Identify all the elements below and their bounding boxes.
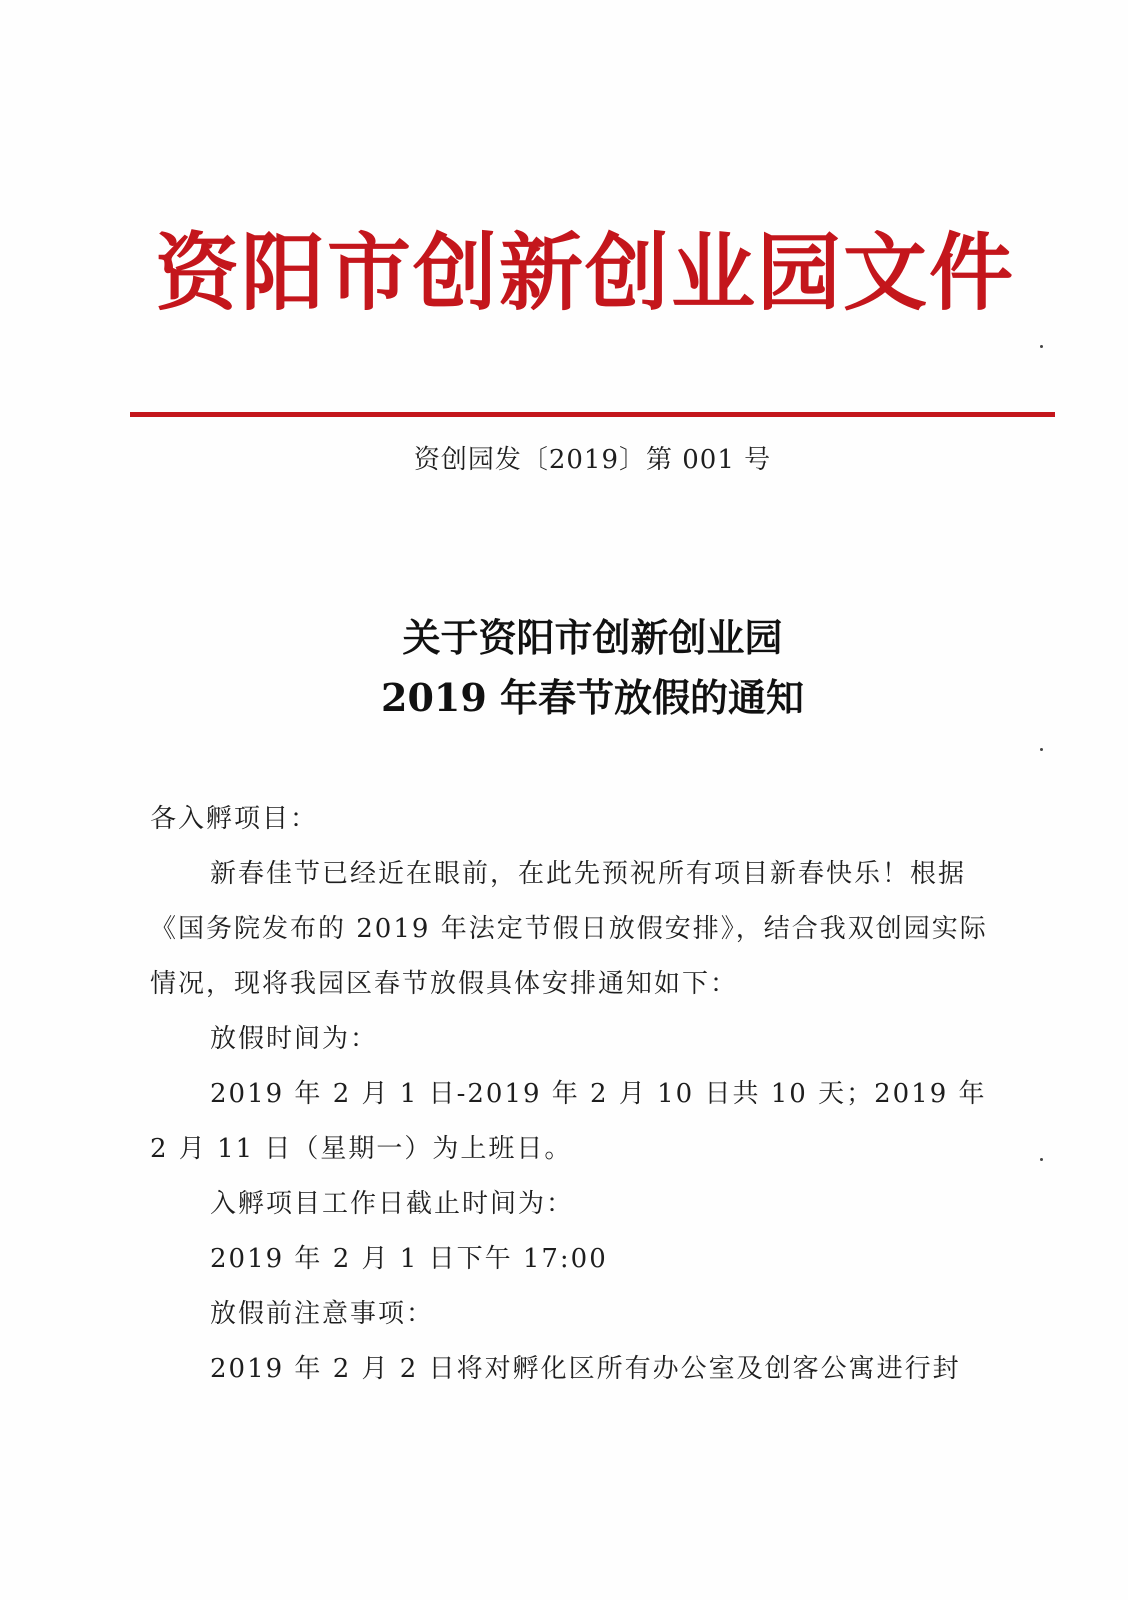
document-number: 资创园发〔2019〕第 001 号 <box>413 445 772 475</box>
scan-speck <box>1040 1158 1043 1161</box>
body-paragraph-notes-heading: 放假前注意事项： <box>210 1299 435 1329</box>
scan-speck <box>1040 748 1043 751</box>
salutation: 各入孵项目： <box>150 804 319 834</box>
scan-speck <box>1040 345 1043 348</box>
body-paragraph-holiday-dates: 2019 年 2 月 1 日-2019 年 2 月 10 日共 10 天；2019 年 2 月 11 日（星期一）为上班日。 <box>150 1079 987 1164</box>
notice-title <box>130 608 1055 728</box>
document-masthead: 资阳市创新创业园文件 <box>154 223 1015 322</box>
body-paragraph-deadline-heading: 入孵项目工作日截止时间为： <box>210 1189 575 1219</box>
body-paragraph-notes-text: 2019 年 2 月 2 日将对孵化区所有办公室及创客公寓进行封 <box>210 1354 961 1384</box>
masthead-red-rule <box>130 412 1055 417</box>
notice-body <box>150 792 1000 1397</box>
body-paragraph-deadline-time: 2019 年 2 月 1 日下午 17:00 <box>210 1244 608 1274</box>
body-paragraph-intro: 新春佳节已经近在眼前，在此先预祝所有项目新春快乐！根据《国务院发布的 2019 年法定节假日放假安排》，结合我双创园实际情况，现将我园区春节放假具体安排通知如下： <box>150 859 988 999</box>
notice-title-line-1: 关于资阳市创新创业园 <box>402 615 783 660</box>
body-paragraph-holiday-heading: 放假时间为： <box>210 1024 379 1054</box>
notice-title-line-2: 2019 年春节放假的通知 <box>381 675 804 720</box>
